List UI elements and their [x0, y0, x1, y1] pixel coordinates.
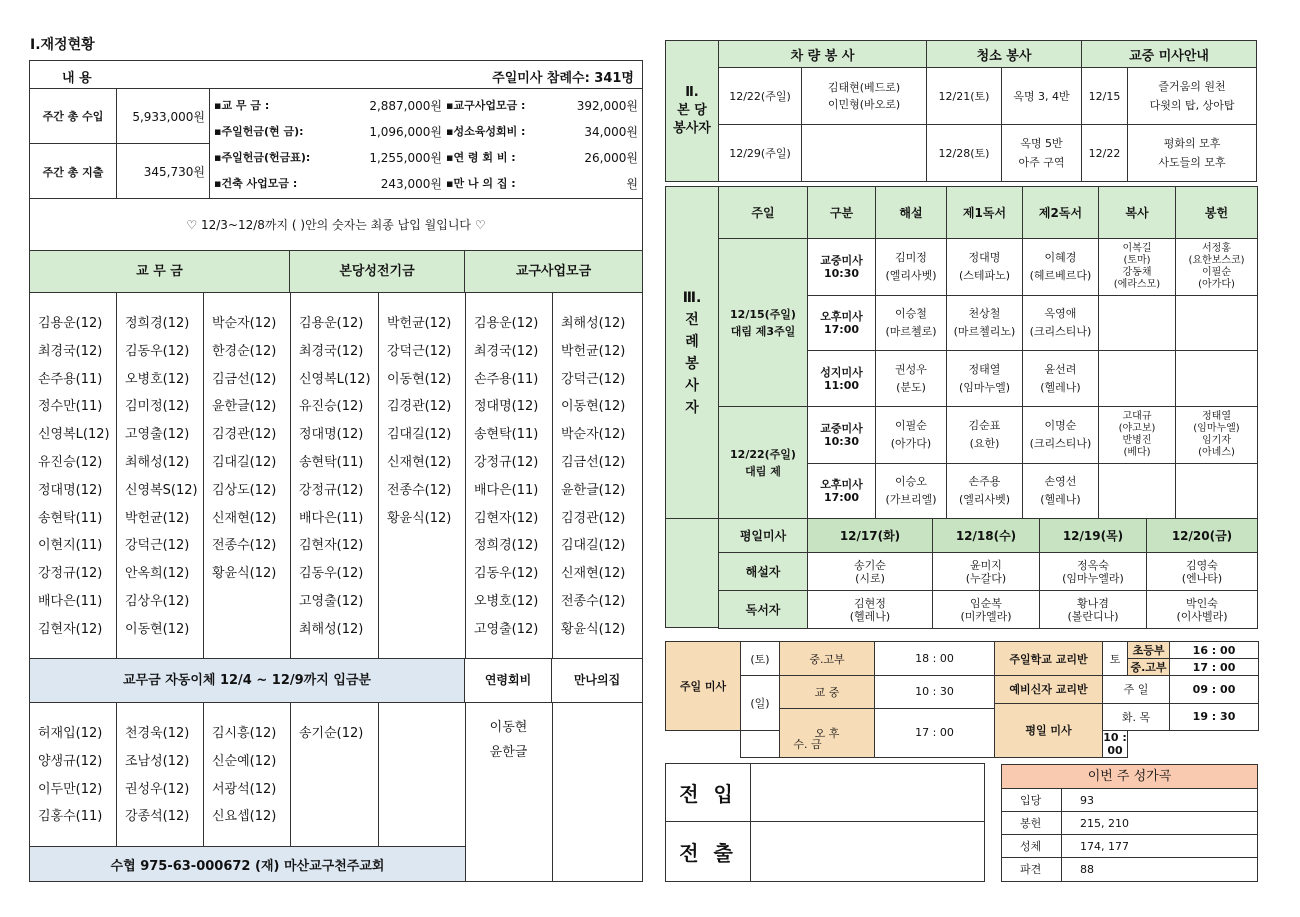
table-cell: 임순복 (미카엘라)	[933, 591, 1040, 629]
list-item: 오병호(12)	[474, 593, 539, 609]
list-item: 김상우(12)	[125, 593, 190, 609]
table-cell: 서정홍 (요한보스코) 이필순 (아가다)	[1176, 239, 1258, 296]
list-item: 신순예(12)	[212, 753, 277, 769]
header-gyomu: 교 무 금	[30, 251, 290, 292]
table-cell	[1099, 296, 1176, 351]
list-item: 신영복L(12)	[299, 371, 371, 387]
list-item: 전종수(12)	[212, 538, 277, 554]
list-item: 고영출(12)	[299, 593, 364, 609]
list-item: 정대명(12)	[474, 399, 539, 415]
list-item: 이동현(12)	[561, 399, 626, 415]
list-item: 정희경(12)	[474, 538, 539, 554]
item-value: 34,000원	[584, 125, 638, 139]
mass-name: 오후미사 17:00	[808, 296, 876, 351]
list-item: 배다은(11)	[38, 593, 103, 609]
list-item: 정희경(12)	[125, 316, 190, 331]
col-header: 주일	[719, 187, 808, 239]
col-header: 제2독서	[1023, 187, 1099, 239]
list-item: 김현자(12)	[38, 621, 103, 637]
liturgy-section-label: Ⅲ. 전 례 봉 사 자	[666, 187, 719, 519]
table-cell: 12/29(주일)	[719, 125, 802, 182]
content-header: 내 용	[62, 71, 92, 86]
table-cell: 송기순 (시로)	[808, 553, 933, 591]
table-cell: 중.고부	[1128, 659, 1170, 676]
list-item: 김시흥(12)	[212, 726, 277, 741]
list-item: 신재현(12)	[212, 510, 277, 526]
table-cell: 즐거움의 원천 다윗의 탑, 상아탑	[1128, 68, 1257, 125]
transfer-in-label: 전 입	[679, 782, 737, 806]
hymn-row	[1002, 858, 1257, 881]
list-item: 정대명(12)	[299, 427, 364, 443]
manna-header: 만나의집	[573, 673, 621, 687]
hymns-title: 이번 주 성가곡	[1002, 765, 1257, 789]
schedule-table	[665, 641, 1259, 758]
gyomu-col-3	[212, 310, 276, 588]
list-item: 조남성(12)	[125, 753, 190, 769]
diocese-col-2	[561, 310, 625, 644]
col-header: 제1독서	[947, 187, 1023, 239]
table-cell: 평화의 모후 사도들의 모후	[1128, 125, 1257, 182]
col-header: 해설	[876, 187, 947, 239]
finance-item-row	[214, 170, 638, 196]
payment-notice: ♡ 12/3~12/8까지 ( )안의 숫자는 최종 납입 월입니다 ♡	[186, 218, 486, 232]
transfer-out-label: 전 출	[679, 841, 737, 865]
auto-transfer-header: 교무금 자동이체 12/4 ~ 12/9까지 입금분	[30, 659, 465, 702]
cleaning-header: 청소 봉사	[927, 41, 1082, 68]
mass-name: 교중미사 10:30	[808, 239, 876, 296]
week-label: 12/15(주일) 대림 제3주일	[719, 239, 808, 407]
list-item: 최해성(12)	[561, 316, 626, 331]
list-item: 손주용(11)	[38, 371, 103, 387]
list-item: 유진승(12)	[38, 454, 103, 470]
mass-name: 성지미사 11:00	[808, 351, 876, 407]
finance-panel	[29, 60, 643, 882]
list-item: 신요셉(12)	[212, 809, 277, 825]
list-item: 배다은(11)	[474, 482, 539, 498]
item-label: ▪만 나 의 집 :	[446, 177, 516, 190]
list-item: 최해성(12)	[125, 454, 190, 470]
list-item: 배다은(11)	[299, 510, 364, 526]
list-item: 윤한글(12)	[561, 482, 626, 498]
table-cell: 박인숙 (이사벨라)	[1147, 591, 1258, 629]
list-item: 김대길(12)	[387, 427, 452, 443]
weekday-date: 12/19(목)	[1040, 519, 1147, 553]
list-item: 박헌균(12)	[387, 316, 452, 331]
finance-item-row	[214, 118, 638, 144]
item-label: ▪성소육성회비 :	[446, 125, 526, 138]
vehicle-header: 차 량 봉 사	[719, 41, 927, 68]
hymn-row	[1002, 835, 1257, 858]
weekday-date: 12/18(수)	[933, 519, 1040, 553]
list-item: 최경국(12)	[299, 343, 364, 359]
time-cell: 17 : 00	[1170, 659, 1259, 676]
reader-label: 독서자	[719, 591, 808, 629]
list-item: 강덕근(12)	[387, 343, 452, 359]
item-value: 1,096,000원	[369, 125, 442, 139]
table-cell: 고대규 (야고보) 반병진 (베다)	[1099, 407, 1176, 464]
table-cell: 정태열 (임마누엘) 임기자 (아녜스)	[1176, 407, 1258, 464]
total-income-value: 5,933,000원	[132, 109, 205, 124]
weekday-table	[718, 518, 1258, 629]
finance-item-row	[214, 92, 638, 118]
list-item: 손주용(11)	[474, 371, 539, 387]
list-item: 황윤식(12)	[212, 566, 277, 582]
hymn-row	[1002, 812, 1257, 835]
table-cell: 김영숙 (엔나타)	[1147, 553, 1258, 591]
list-item: 김동우(12)	[125, 343, 190, 359]
list-item: 한경순(12)	[212, 343, 277, 359]
table-cell	[1176, 351, 1258, 407]
service-section-label: Ⅱ. 본 당 봉사자	[666, 41, 719, 182]
table-cell: 화. 목	[1103, 703, 1170, 730]
list-item: 이동현(12)	[387, 371, 452, 387]
list-item: 김현자(12)	[299, 538, 364, 554]
hymn-label: 성체	[1002, 835, 1062, 857]
total-income-label: 주간 총 수입	[42, 110, 104, 123]
item-value: 2,887,000원	[369, 99, 442, 113]
header-building: 본당성전기금	[290, 251, 465, 292]
table-cell: 오 후	[780, 708, 875, 757]
list-item: 서광석(12)	[212, 781, 277, 797]
table-cell: 윤미지 (누갈다)	[933, 553, 1040, 591]
col-header: 구분	[808, 187, 876, 239]
list-item: 정수만(11)	[38, 399, 103, 415]
table-cell: 옥명 5반 아주 구역	[1002, 125, 1082, 182]
list-item: 천경욱(12)	[125, 726, 190, 741]
table-cell: 수. 금	[741, 730, 875, 757]
list-item: 박헌균(12)	[561, 343, 626, 359]
list-item: 김경관(12)	[212, 427, 277, 443]
table-cell: 12/15	[1082, 68, 1128, 125]
table-cell	[1099, 464, 1176, 519]
list-item: 김홍수(11)	[38, 809, 103, 825]
time-cell: 10 : 00	[1103, 730, 1127, 757]
table-cell: 김태현(베드로) 이민형(바오로)	[802, 68, 927, 125]
table-cell: 12/22	[1082, 125, 1128, 182]
table-cell: 이승철 (마르첼로)	[876, 296, 947, 351]
table-cell: 정옥숙 (임마누엘라)	[1040, 553, 1147, 591]
weekday-label: 평일미사	[719, 519, 808, 553]
table-cell: 정대명 (스테파노)	[947, 239, 1023, 296]
table-cell: 이명순 (크리스티나)	[1023, 407, 1099, 464]
col-header: 복사	[1099, 187, 1176, 239]
list-item: 송현탁(11)	[474, 427, 539, 443]
table-cell	[1099, 351, 1176, 407]
list-item: 고영출(12)	[474, 621, 539, 637]
list-item: 양생규(12)	[38, 753, 103, 769]
catechumen-label: 예비신자 교리반	[995, 676, 1103, 703]
item-value: 243,000원	[380, 177, 442, 191]
finance-title: Ⅰ.재정현황	[30, 37, 95, 53]
list-item: 박헌균(12)	[125, 510, 190, 526]
table-cell: 교 중	[780, 676, 875, 708]
hymn-label: 봉헌	[1002, 812, 1062, 834]
hymn-label: 입당	[1002, 789, 1062, 811]
table-cell: 이복길 (토마) 강동채 (에라스모)	[1099, 239, 1176, 296]
list-item: 안옥희(12)	[125, 566, 190, 582]
list-item: 강덕근(12)	[125, 538, 190, 554]
table-cell: 황나겸 (볼란디나)	[1040, 591, 1147, 629]
list-item: 강정규(12)	[38, 566, 103, 582]
list-item: 김동우(12)	[299, 566, 364, 582]
list-item: 김상도(12)	[212, 482, 277, 498]
hymn-value: 93	[1080, 794, 1094, 807]
total-expense-label: 주간 총 지출	[42, 165, 104, 179]
gyomu-col-2	[125, 310, 198, 644]
auto-col-2	[125, 720, 189, 831]
hymn-value: 174, 177	[1080, 840, 1129, 853]
memorial-list	[465, 715, 552, 765]
list-item: 김금선(12)	[212, 371, 277, 387]
list-item: 김용운(12)	[299, 316, 364, 331]
list-item: 신재현(12)	[561, 566, 626, 582]
list-item: 박순자(12)	[212, 316, 277, 331]
weekday-mass-label: 평일 미사	[995, 703, 1103, 757]
time-cell: 09 : 00	[1170, 676, 1259, 703]
list-item: 송현탁(11)	[38, 510, 103, 526]
hymn-value: 215, 210	[1080, 817, 1129, 830]
item-value: 원	[626, 177, 638, 191]
list-item: 정대명(12)	[38, 482, 103, 498]
bank-account: 수협 975-63-000672 (재) 마산교구천주교회	[110, 858, 385, 874]
list-item: 김경관(12)	[561, 510, 626, 526]
list-item: 전종수(12)	[561, 593, 626, 609]
list-item: 허재입(12)	[38, 726, 103, 741]
list-item: 김동우(12)	[474, 566, 539, 582]
time-cell: 17 : 00	[875, 708, 995, 757]
hymn-value: 88	[1080, 863, 1094, 876]
list-item: 김미정(12)	[125, 399, 190, 415]
list-item: 권성우(12)	[125, 781, 190, 797]
list-item: 황윤식(12)	[387, 510, 452, 526]
mass-name: 오후미사 17:00	[808, 464, 876, 519]
table-cell	[1176, 296, 1258, 351]
table-cell: 12/22(주일)	[719, 68, 802, 125]
table-cell: 김순표 (요한)	[947, 407, 1023, 464]
table-cell: 주 일	[1103, 676, 1170, 703]
memorial-header: 연령회비	[465, 659, 552, 702]
list-item: 강종석(12)	[125, 809, 190, 825]
list-item: 최경국(12)	[474, 343, 539, 359]
table-cell: 손주용 (엘리사벳)	[947, 464, 1023, 519]
list-item: 윤한글	[489, 745, 528, 760]
building-col-2	[387, 310, 451, 532]
list-item: 최경국(12)	[38, 343, 103, 359]
sat-label: (토)	[741, 642, 780, 676]
commentator-label: 해설자	[719, 553, 808, 591]
weekday-date: 12/17(화)	[808, 519, 933, 553]
hymn-row	[1002, 789, 1257, 812]
table-cell: 김현정 (헬레나)	[808, 591, 933, 629]
header-diocese: 교구사업모금	[515, 264, 592, 279]
list-item: 오병호(12)	[125, 371, 190, 387]
list-item: 김대길(12)	[561, 538, 626, 554]
time-cell: 18 : 00	[875, 642, 995, 676]
item-label: ▪주일헌금(현 금):	[214, 125, 304, 138]
building-col-1	[299, 310, 371, 644]
list-item: 김현자(12)	[474, 510, 539, 526]
list-item: 유진승(12)	[299, 399, 364, 415]
table-cell: 손영선 (헬레나)	[1023, 464, 1099, 519]
finance-item-row	[214, 144, 638, 170]
list-item: 고영출(12)	[125, 427, 190, 443]
list-item: 전종수(12)	[387, 482, 452, 498]
item-value: 1,255,000원	[369, 151, 442, 165]
list-item: 강정규(12)	[299, 482, 364, 498]
table-cell: 윤선려 (헬레나)	[1023, 351, 1099, 407]
list-item: 신영복S(12)	[125, 482, 198, 498]
list-item: 황윤식(12)	[561, 621, 626, 637]
list-item: 송현탁(11)	[299, 454, 364, 470]
weekday-date: 12/20(금)	[1147, 519, 1258, 553]
list-item: 송기순(12)	[299, 726, 364, 741]
hymn-label: 파견	[1002, 858, 1062, 881]
table-cell: 이혜경 (헤르베르다)	[1023, 239, 1099, 296]
list-item: 김대길(12)	[212, 454, 277, 470]
table-cell: 중.고부	[780, 642, 875, 676]
item-value: 26,000원	[584, 151, 638, 165]
attendance-count: 주일미사 참례수: 341명	[492, 71, 634, 86]
item-value: 392,000원	[576, 99, 638, 113]
list-item: 윤한글(12)	[212, 399, 277, 415]
list-item: 신영복L(12)	[38, 427, 110, 443]
list-item: 이두만(12)	[38, 781, 103, 797]
total-expense-value: 345,730원	[143, 165, 205, 179]
item-label: ▪건축 사업모금 :	[214, 177, 298, 190]
list-item: 강덕근(12)	[561, 371, 626, 387]
table-cell: 이필순 (아가다)	[876, 407, 947, 464]
auto-col-4	[299, 720, 363, 748]
hymns-box	[1001, 764, 1258, 882]
transfer-box	[665, 763, 985, 882]
list-item: 이현지(11)	[38, 538, 103, 554]
list-item: 김용운(12)	[38, 316, 103, 331]
table-cell: 토	[1103, 642, 1128, 676]
table-cell: 천상철 (마르첼리노)	[947, 296, 1023, 351]
time-cell: 16 : 00	[1170, 642, 1259, 659]
table-cell: 김미정 (엘리사벳)	[876, 239, 947, 296]
list-item: 이동현	[489, 720, 528, 735]
table-cell	[1176, 464, 1258, 519]
list-item: 이동현(12)	[125, 621, 190, 637]
item-label: ▪주일헌금(헌금표):	[214, 151, 311, 164]
list-item: 신재현(12)	[387, 454, 452, 470]
sun-label: (일)	[741, 676, 780, 730]
table-cell: 권성우 (분도)	[876, 351, 947, 407]
sunday-mass-label: 주일 미사	[666, 642, 741, 731]
table-cell: 12/28(토)	[927, 125, 1002, 182]
table-cell: 12/21(토)	[927, 68, 1002, 125]
table-cell: 옥명 3, 4반	[1002, 68, 1082, 125]
item-label: ▪연 령 회 비 :	[446, 151, 516, 164]
list-item: 김경관(12)	[387, 399, 452, 415]
list-item: 김용운(12)	[474, 316, 539, 331]
table-cell: 이승오 (가브리엘)	[876, 464, 947, 519]
diocese-col-1	[474, 310, 538, 644]
sunday-school-label: 주일학교 교리반	[995, 642, 1103, 676]
table-cell: 초등부	[1128, 642, 1170, 659]
auto-col-3	[212, 720, 276, 831]
time-cell: 19 : 30	[1170, 703, 1259, 730]
list-item: 강정규(12)	[474, 454, 539, 470]
mass-info-header: 교중 미사안내	[1082, 41, 1257, 68]
item-label: ▪교구사업모금 :	[446, 99, 526, 112]
list-item: 김금선(12)	[561, 454, 626, 470]
time-cell: 10 : 30	[875, 676, 995, 708]
service-table	[665, 40, 1257, 182]
item-label: ▪교 무 금 :	[214, 99, 270, 112]
mass-name: 교중미사 10:30	[808, 407, 876, 464]
auto-col-1	[38, 720, 102, 831]
gyomu-col-1	[38, 310, 110, 644]
table-cell: 정태열 (임마누엘)	[947, 351, 1023, 407]
col-header: 봉헌	[1176, 187, 1258, 239]
table-cell: 옥영애 (크리스티나)	[1023, 296, 1099, 351]
list-item: 최해성(12)	[299, 621, 364, 637]
list-item: 박순자(12)	[561, 427, 626, 443]
week-label: 12/22(주일) 대림 제	[719, 407, 808, 519]
liturgy-table	[665, 186, 1258, 519]
table-cell	[802, 125, 927, 182]
